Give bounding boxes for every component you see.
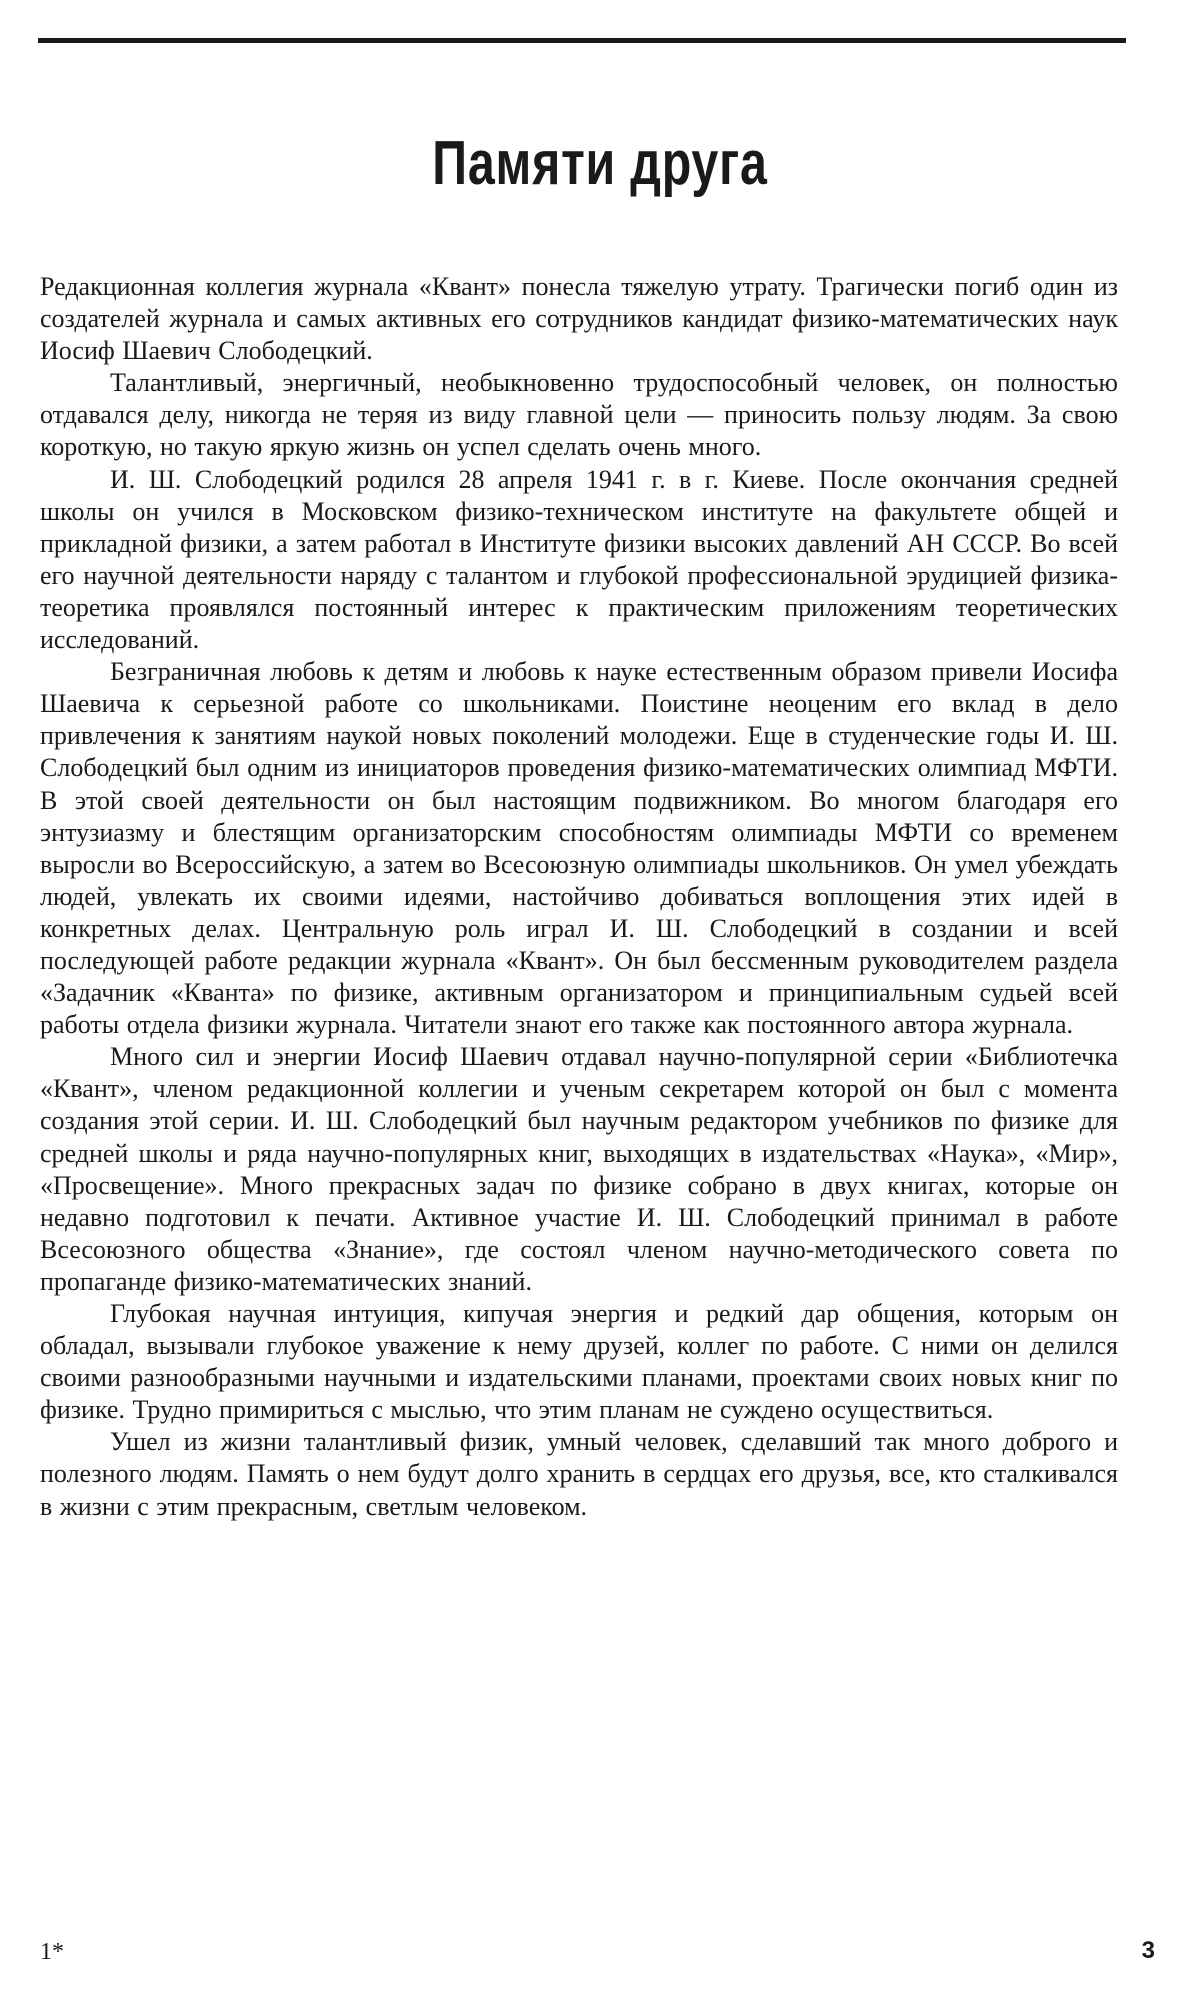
paragraph-2: Талантливый, энергичный, необыкновенно трудоспособный человек, он полностью отдавался делу, никогда не теряя из виду главной цели — приносить пользу людям. За свою короткую, но такую яркую жизнь он успел сделать очень много.	[40, 368, 1118, 462]
paragraph-7: Ушел из жизни талантливый физик, умный человек, сделавший так много доброго и полезного людям. Память о нем будут долго хранить в сердцах его друзья, все, кто сталкивался в жизни с этим прекрасным, светлым человеком.	[40, 1427, 1118, 1521]
signature-mark: 1*	[40, 1939, 64, 1965]
article-body	[40, 271, 1118, 1523]
paragraph-4: Безграничная любовь к детям и любовь к науке естественным образом привели Иосифа Шаевича к серьезной работе со школьниками. Поистине неоценим его вклад в дело привлечения к занятиям наукой новых поколений молодежи. Еще в студенческие годы И. Ш. Слободецкий был одним из инициаторов проведения физико-математических олимпиад МФТИ. В этой своей деятельности он был настоящим подвижником. Во многом благодаря его энтузиазму и блестящим организаторским способностям олимпиады МФТИ со временем выросли во Всероссийскую, а затем во Всесоюзную олимпиады школьников. Он умел убеждать людей, увлекать их своими идеями, настойчиво добиваться воплощения этих идей в конкретных делах. Центральную роль играл И. Ш. Слободецкий в создании и всей последующей работе редакции журнала «Квант». Он был бессменным руководителем раздела «Задачник «Кванта» по физике, активным организатором и принципиальным судьей всей работы отдела физики журнала. Читатели знают его также как постоянного автора журнала.	[40, 657, 1118, 1040]
page-number: 3	[1141, 1937, 1155, 1964]
page-title: Памяти друга	[432, 129, 768, 198]
paragraph-5: Много сил и энергии Иосиф Шаевич отдавал научно-популярной серии «Библиотечка «Квант», членом редакционной коллегии и ученым секретарем которой он был с момента создания этой серии. И. Ш. Слободецкий был научным редактором учебников по физике для средней школы и ряда научно-популярных книг, выходящих в издательствах «Наука», «Мир», «Просвещение». Много прекрасных задач по физике собрано в двух книгах, которые он недавно подготовил к печати. Активное участие И. Ш. Слободецкий принимал в работе Всесоюзного общества «Знание», где состоял членом научно-методического совета по пропаганде физико-математических знаний.	[40, 1042, 1118, 1296]
paragraph-3: И. Ш. Слободецкий родился 28 апреля 1941 г. в г. Киеве. После окончания средней школы он учился в Московском физико-техническом институте на факультете общей и прикладной физики, а затем работал в Институте физики высоких давлений АН СССР. Во всей его научной деятельности наряду с талантом и глубокой профессиональной эрудицией физика-теоретика проявлялся постоянный интерес к практическим приложениям теоретических исследований.	[40, 464, 1118, 655]
paragraph-1: Редакционная коллегия журнала «Квант» понесла тяжелую утрату. Трагически погиб один из создателей журнала и самых активных его сотрудников кандидат физико-математических наук Иосиф Шаевич Слободецкий.	[40, 272, 1118, 366]
top-rule	[38, 38, 1126, 43]
paragraph-6: Глубокая научная интуиция, кипучая энергия и редкий дар общения, которым он обладал, вызывали глубокое уважение к нему друзей, коллег по работе. С ними он делился своими разнообразными научными и издательскими планами, проектами своих новых книг по физике. Трудно примириться с мыслью, что этим планам не суждено осуществиться.	[40, 1299, 1118, 1425]
